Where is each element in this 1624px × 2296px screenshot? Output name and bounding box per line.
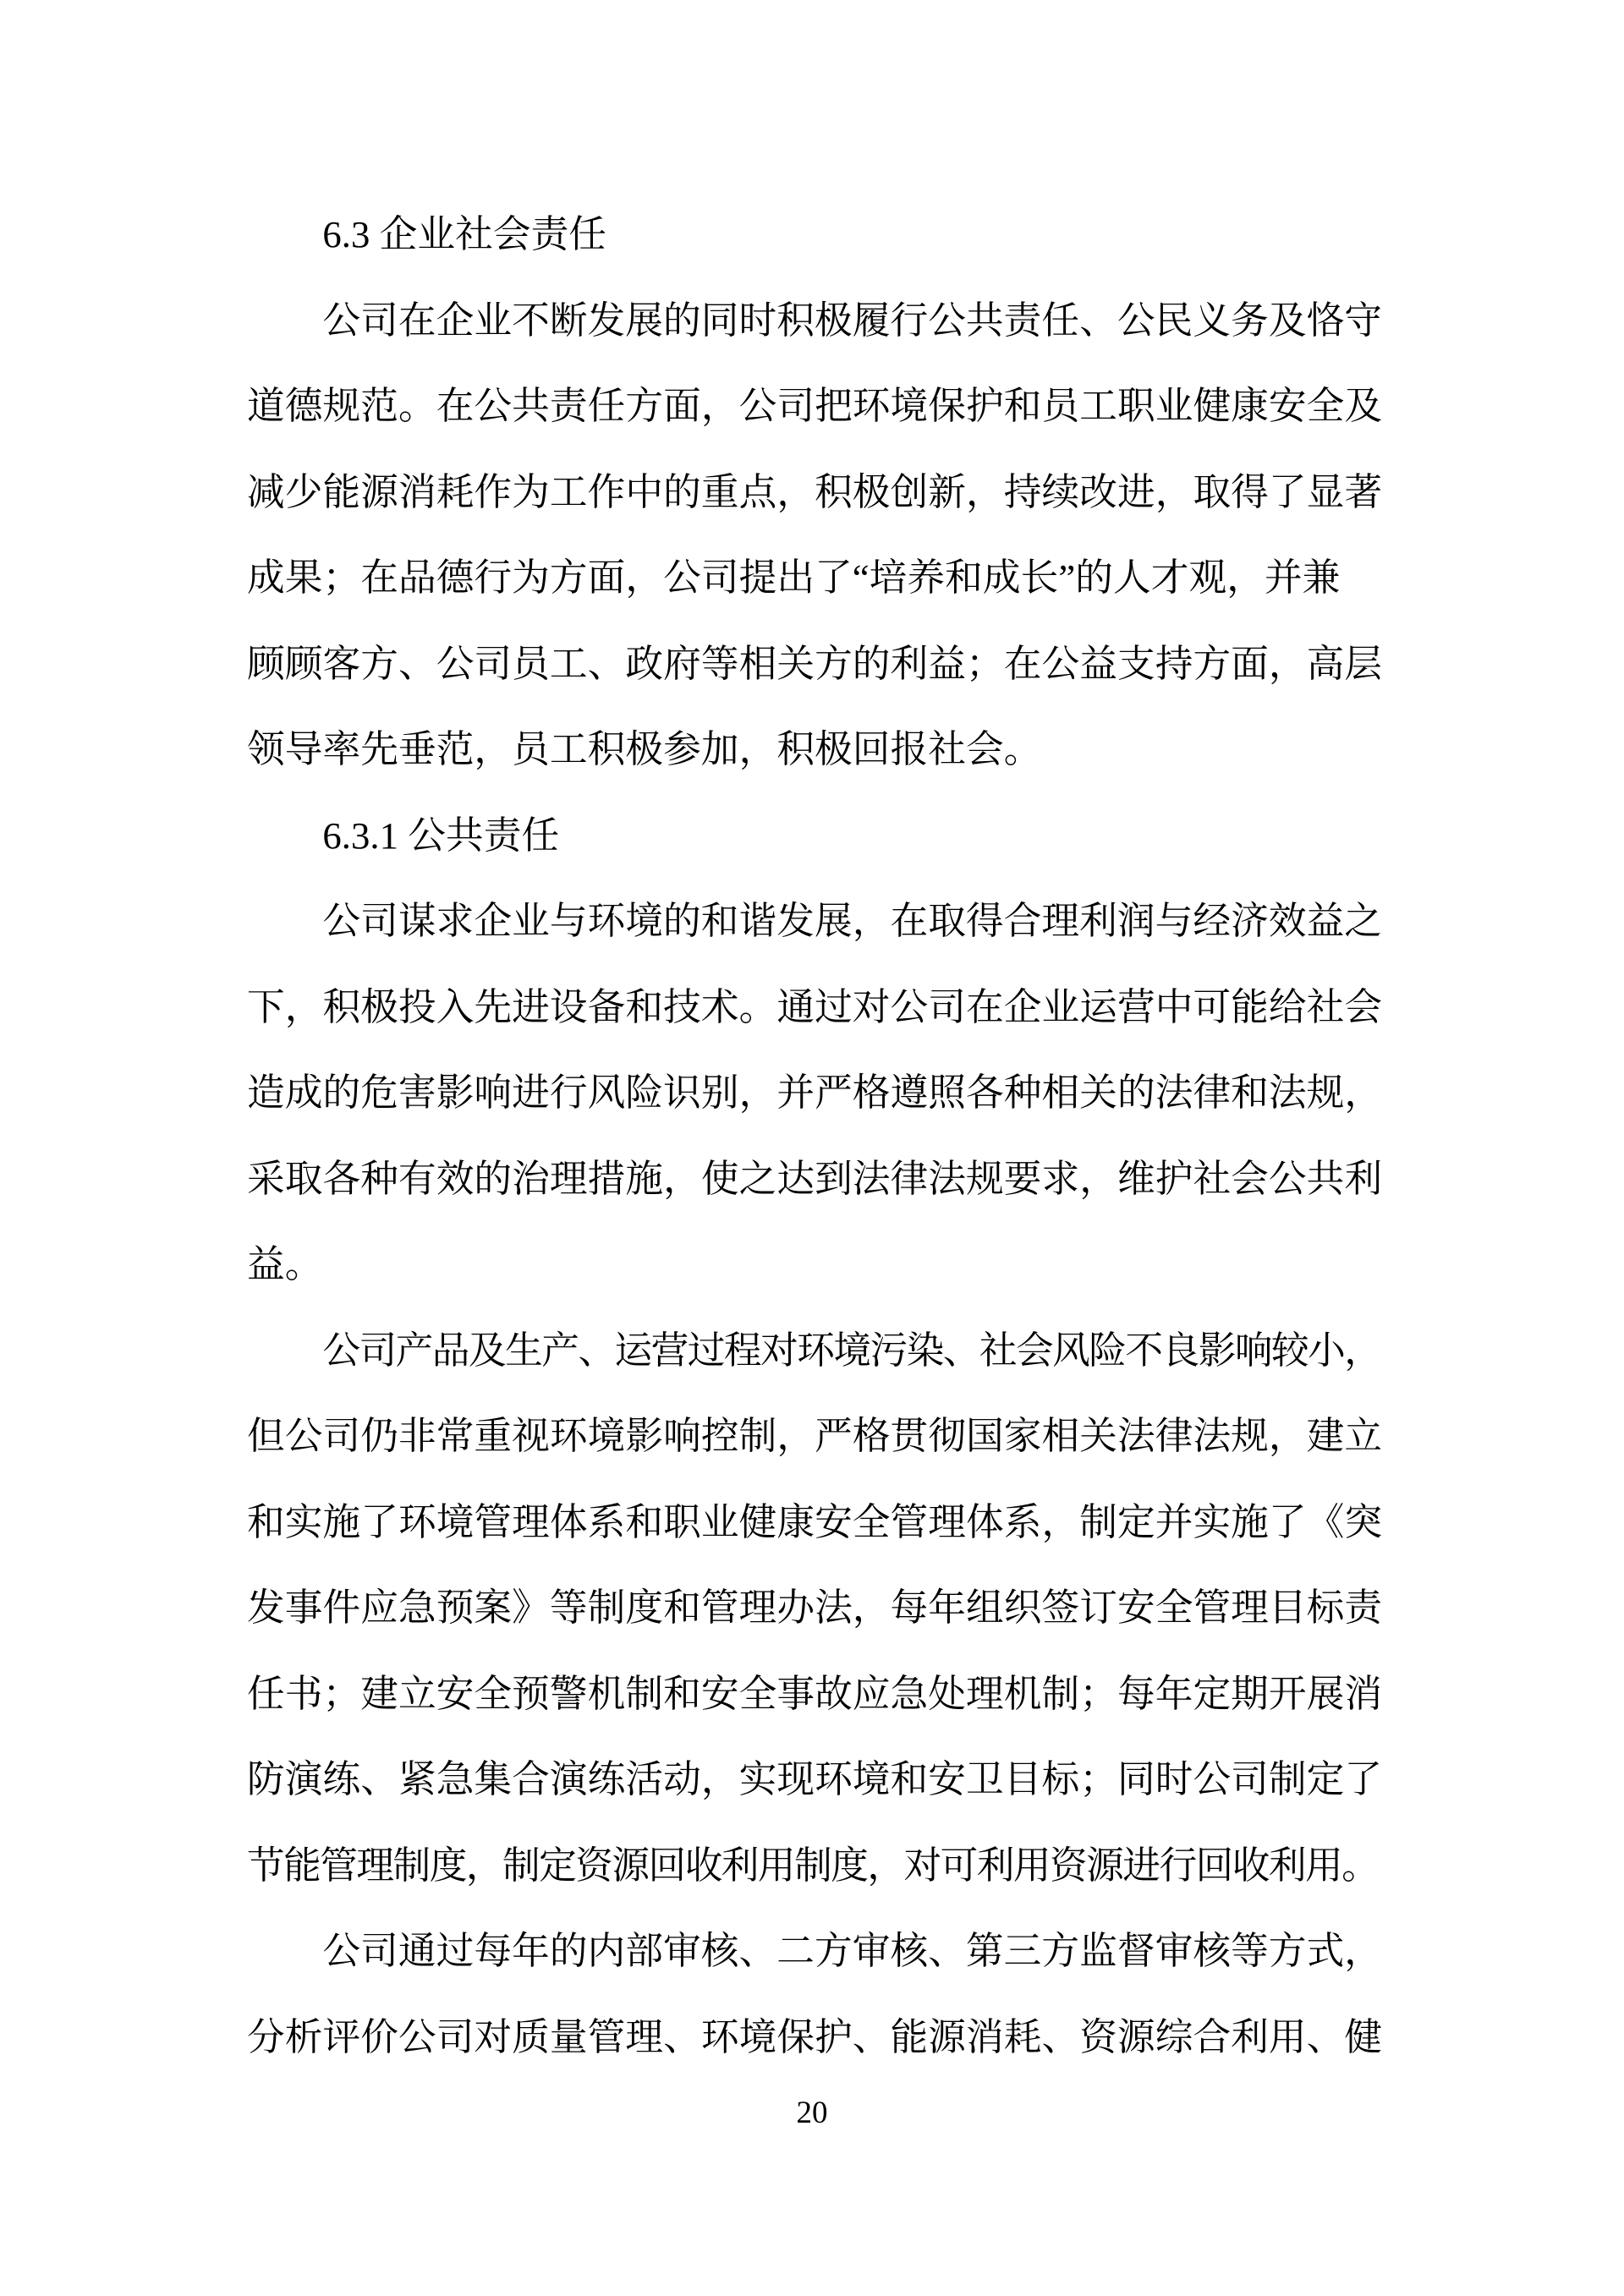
paragraph-2-line-5: 益。 — [247, 1243, 323, 1285]
paragraph-1-line-3: 减少能源消耗作为工作中的重点，积极创新，持续改进，取得了显著 — [247, 470, 1383, 513]
paragraph-3-line-5: 任书；建立安全预警机制和安全事故应急处理机制；每年定期开展消 — [247, 1672, 1383, 1715]
paragraph-3-line-4: 发事件应急预案》等制度和管理办法，每年组织签订安全管理目标责 — [247, 1586, 1383, 1629]
paragraph-3-line-6: 防演练、紧急集合演练活动，实现环境和安卫目标；同时公司制定了 — [247, 1758, 1383, 1800]
page-number: 20 — [796, 2096, 828, 2130]
paragraph-1-line-5: 顾顾客方、公司员工、政府等相关方的利益；在公益支持方面，高层 — [247, 642, 1383, 685]
paragraph-3-line-3: 和实施了环境管理体系和职业健康安全管理体系，制定并实施了《突 — [247, 1500, 1383, 1543]
section-heading-6-3-1: 6.3.1 公共责任 — [322, 814, 560, 857]
paragraph-2-line-1: 公司谋求企业与环境的和谐发展，在取得合理利润与经济效益之 — [322, 900, 1383, 942]
paragraph-3-line-1: 公司产品及生产、运营过程对环境污染、社会风险不良影响较小， — [322, 1329, 1381, 1372]
paragraph-1-line-2: 道德规范。在公共责任方面，公司把环境保护和员工职业健康安全及 — [247, 385, 1383, 427]
paragraph-1-line-1: 公司在企业不断发展的同时积极履行公共责任、公民义务及恪守 — [322, 299, 1383, 342]
paragraph-2-line-2: 下，积极投入先进设备和技术。通过对公司在企业运营中可能给社会 — [247, 985, 1383, 1028]
paragraph-3-line-2: 但公司仍非常重视环境影响控制，严格贯彻国家相关法律法规，建立 — [247, 1415, 1383, 1457]
paragraph-4-line-2: 分析评价公司对质量管理、环境保护、能源消耗、资源综合利用、健 — [247, 2015, 1383, 2058]
document-text-block — [247, 192, 1431, 2080]
paragraph-1-line-4: 成果；在品德行为方面，公司提出了“培养和成长”的人才观，并兼 — [247, 556, 1341, 599]
paragraph-2-line-3: 造成的危害影响进行风险识别，并严格遵照各种相关的法律和法规， — [247, 1071, 1383, 1114]
paragraph-1-line-6: 领导率先垂范，员工积极参加，积极回报社会。 — [247, 728, 1042, 770]
paragraph-4-line-1: 公司通过每年的内部审核、二方审核、第三方监督审核等方式， — [322, 1930, 1383, 1972]
section-heading-6-3: 6.3 企业社会责任 — [322, 213, 607, 255]
paragraph-2-line-4: 采取各种有效的治理措施，使之达到法律法规要求，维护社会公共利 — [247, 1157, 1383, 1200]
paragraph-3-line-7: 节能管理制度，制定资源回收利用制度，对可利用资源进行回收利用。 — [247, 1844, 1379, 1887]
